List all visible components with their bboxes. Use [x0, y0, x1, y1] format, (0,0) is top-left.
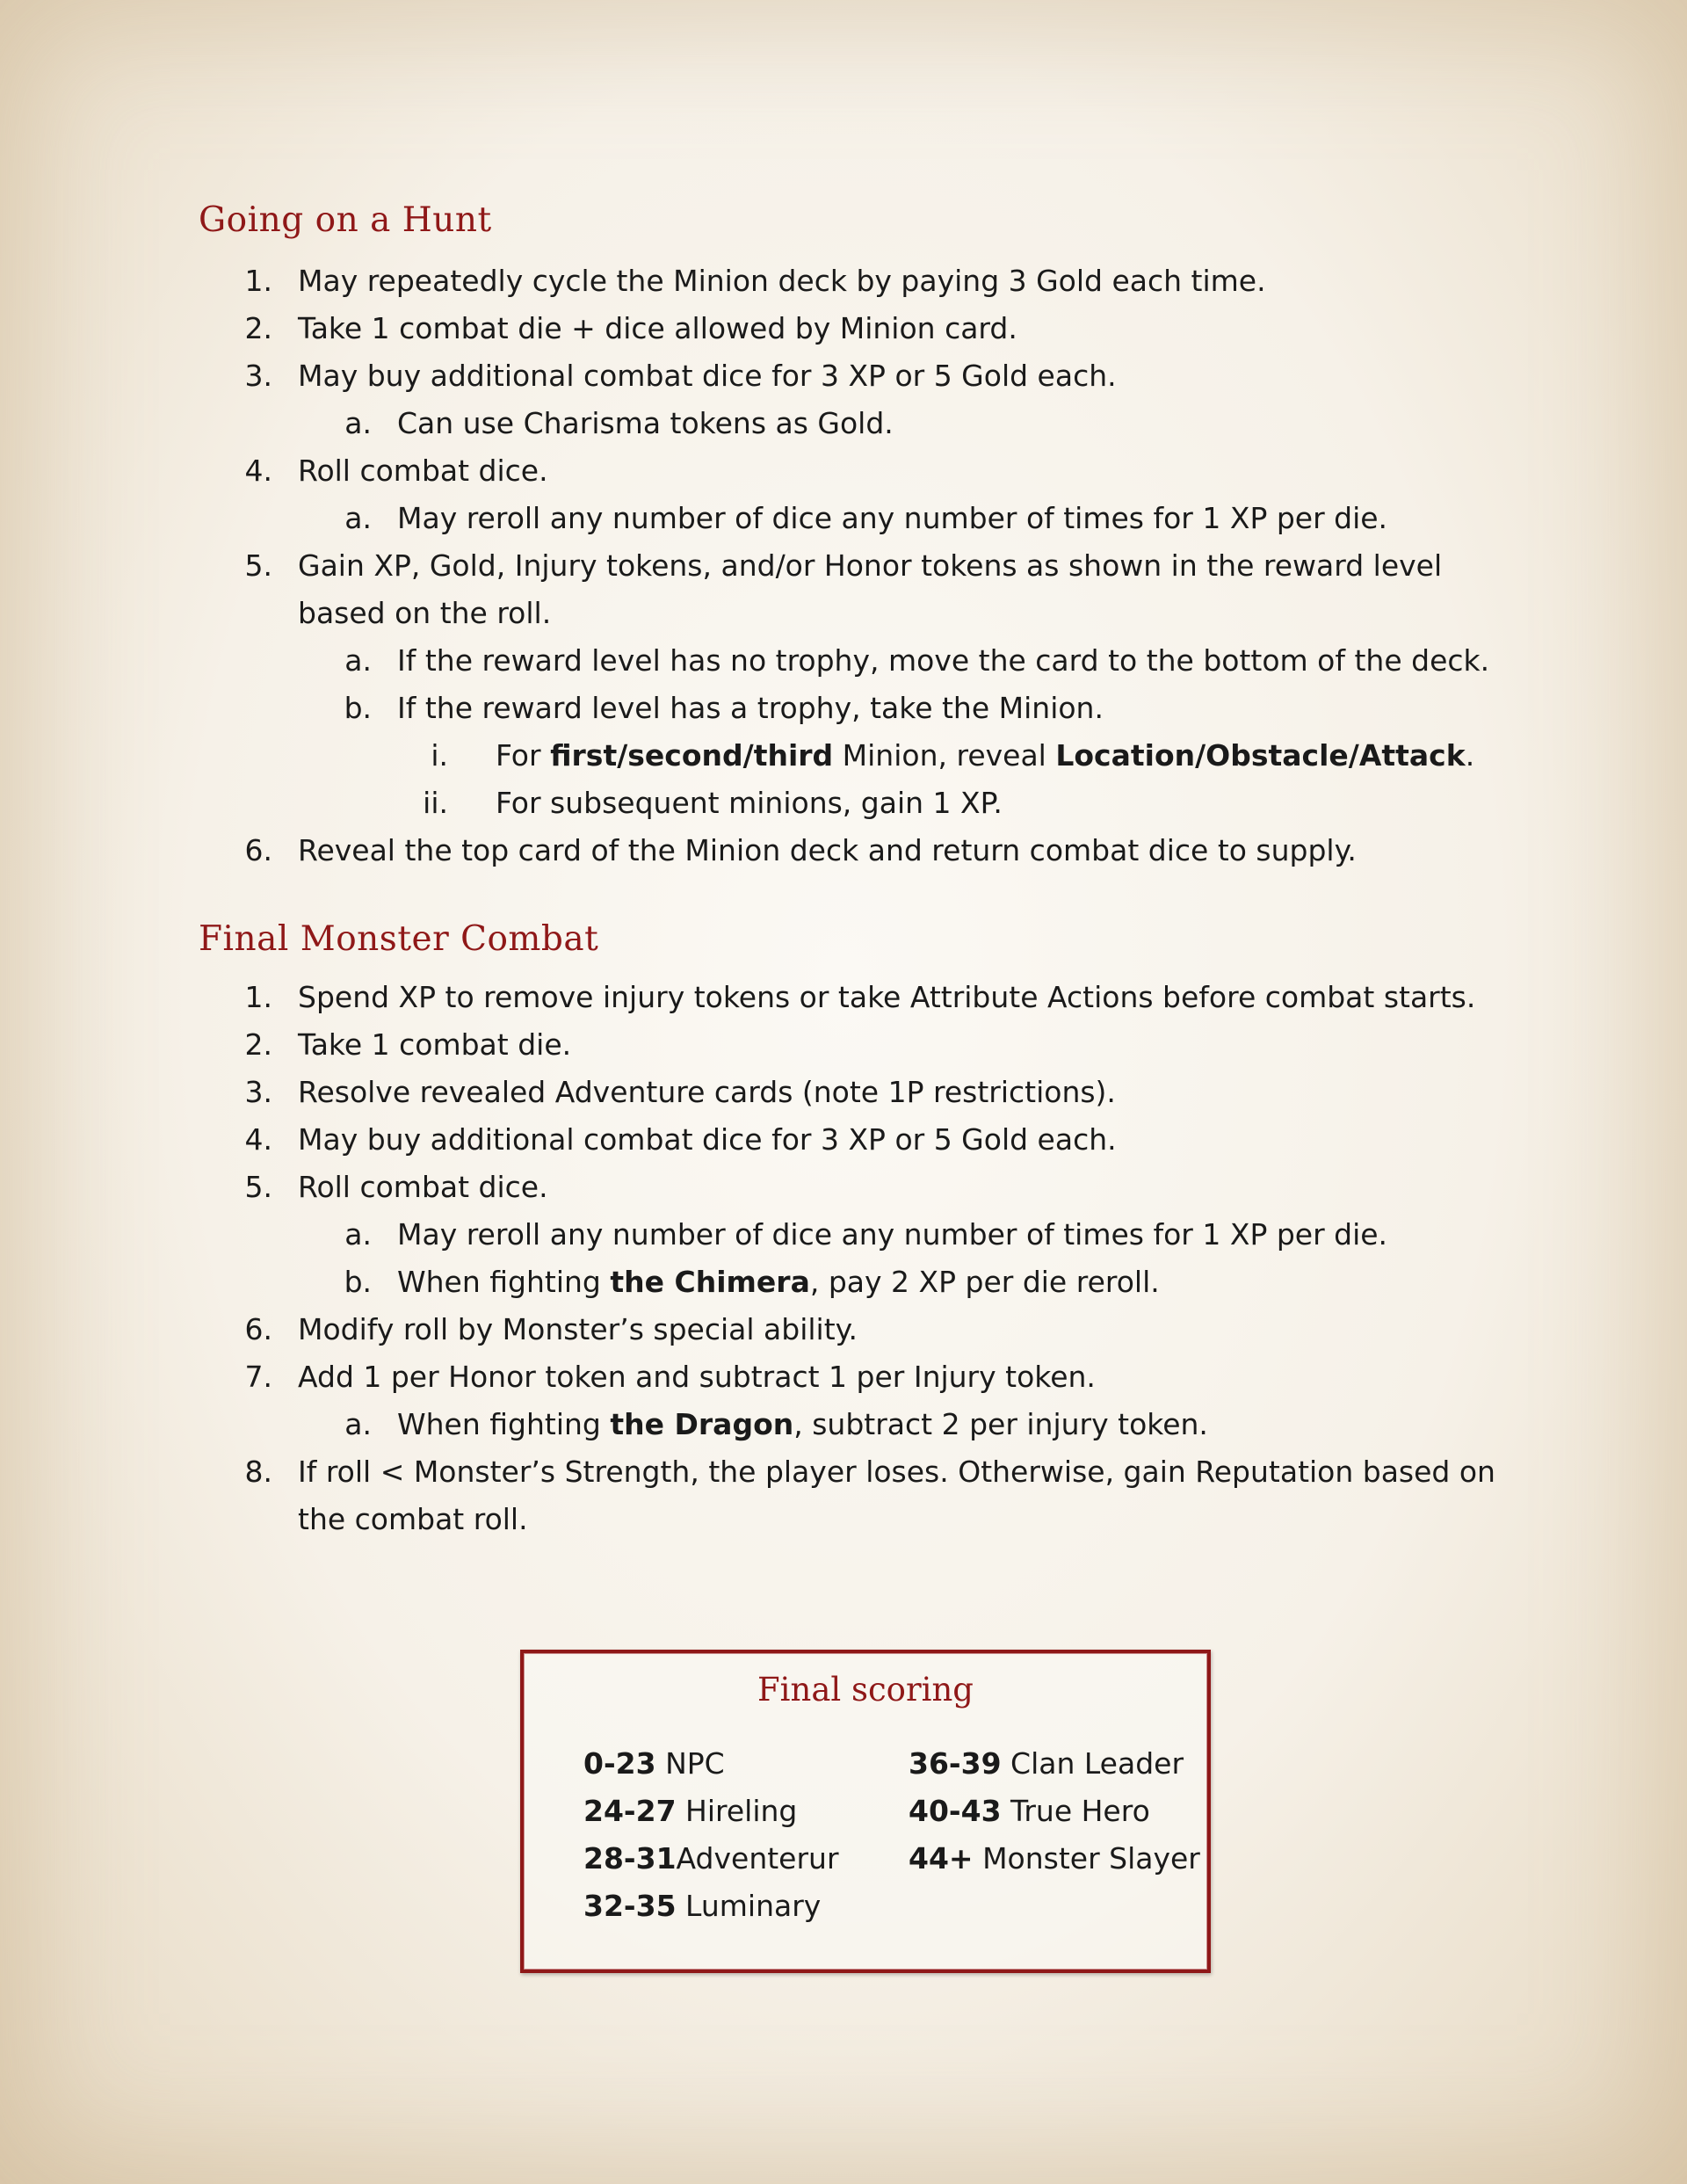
scoring-title: Final scoring [757, 1671, 974, 1709]
score-tier: 40-43 True Hero [909, 1794, 1150, 1828]
final-scoring-box [520, 1650, 1211, 1973]
score-tier: 44+ Monster Slayer [909, 1841, 1200, 1876]
score-tier: 0-23 NPC [583, 1746, 725, 1781]
score-tier: 36-39 Clan Leader [909, 1746, 1184, 1781]
score-tier: 28-31Adventerur [583, 1841, 839, 1876]
score-tier: 24-27 Hireling [583, 1794, 798, 1828]
combat-heading: Final Monster Combat [199, 919, 599, 959]
score-tier: 32-35 Luminary [583, 1889, 822, 1923]
hunt-heading: Going on a Hunt [199, 200, 492, 240]
